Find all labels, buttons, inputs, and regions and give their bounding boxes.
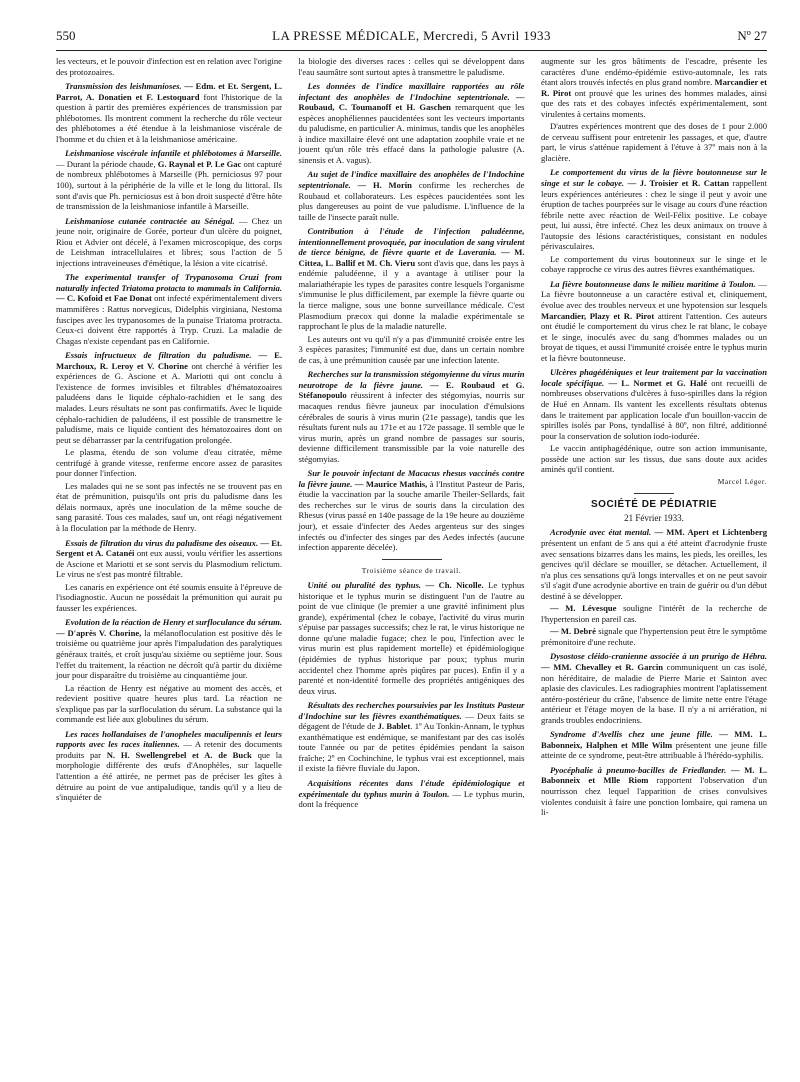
abstract-title: Essais de filtration du virus du paludisme des oiseaux. xyxy=(65,537,259,548)
abstract-authors: — MM. L. Babonneix, Halphen et Mlle Wilm xyxy=(541,729,767,750)
abstract-authors: — M. Cittea, L. Ballif et M. Ch. Vieru xyxy=(298,247,525,268)
abstract-text: présentent un enfant de 5 ans qui a été atteint d'acrodynie fruste avec sensations bizarres dans les mains, les pieds, les oreilles, les gencives qu'il déclare se mouiller, se détacher. Actuellement, il n'a plus ces sensations qu'à longs intervalles et on ne peut savoir s'il s'agit d'une acrodynie abortive en train de guérir ou d'un début destiné à se développer. xyxy=(541,537,767,601)
text-columns xyxy=(56,56,767,820)
discussant: — M. Debré xyxy=(550,626,596,637)
discussion-text: souligne l'intérêt de la recherche de l'hypertension en pareil cas. xyxy=(541,603,767,624)
abstract-authors: — D'après V. Chorine, xyxy=(56,627,142,638)
page-header xyxy=(56,28,767,48)
abstract-authors: — J. Troisier et R. Cattan xyxy=(624,178,730,189)
session-heading: Troisième séance de travail. xyxy=(361,565,462,575)
separator-rule xyxy=(634,493,674,494)
abstract-instituts-pasteur xyxy=(299,700,525,774)
abstract-typhus xyxy=(299,580,525,696)
session-date: 21 Février 1933. xyxy=(624,512,684,523)
paragraph: Les auteurs ont vu qu'il n'y a pas d'immunité croisée entre les 3 espèces parasites; l'immunité est due, dans un certain nombre de cas, à une prémunition causée par une infection latente. xyxy=(298,333,525,365)
abstract-text: . 1º Au Tonkin-Annam, le typhus exanthématique est endémique, se manifestant par des cas isolés toute l'année ou par de petites épidémies pendant la saison fraîche; 2º en Cochinchine, le typhus vrai est exceptionnel, mais il existe la fièvre fluviale du Japon. xyxy=(298,721,525,774)
abstract-authors: J. Bablet xyxy=(377,721,411,732)
abstract-text: Le typhus historique et le typhus murin se distinguent l'un de l'autre au point de vue clinique (le premier a une gravité infiniment plus grande), expérimental (chez le cobaye, l'activité du virus murin s'épuise par passages successifs; chez le rat, le virus historique ne donne qu'une maladie fugace; chez le pou, l'infection avec le virus murin est plus rapidement mortelle) et épidémiologique (épidémies de typhus historique par poux; typhus murin accidentel chez l'homme après piqûres par puces). Enfin il y a parenté et non-identité formelle des propriétés antigéniques des deux virus. xyxy=(298,580,525,696)
abstract-text: réussirent à infecter des stégomyias, nourris sur macaques rendus fièvre jauneux par inoculation d'émulsions cérébrales de souris à virus murin (21e passage), tandis que les résultats furent nuls au 171e et au 172e passage. Il semble que le virus murin, après un grand nombre de passages sur souris, devienne difficilement transmissible par la voie naturelle des stégomyias. xyxy=(298,390,525,464)
abstract-title: Acrodynie avec état mental. xyxy=(550,527,652,538)
abstract-title: Recherches sur la transmission stégomyienne du virus murin neurotrope de la fièvre jaune. xyxy=(298,369,525,390)
abstract-title: Ulcères phagédéniques et leur traitement par la vaccination locale spécifique. xyxy=(541,367,767,388)
abstract-authors: — E. Roubaud et G. Stéfanopoulo xyxy=(298,379,525,401)
abstract-title: The experimental transfer of Trypanosoma Cruzi from naturally infected Triatoma protacta to mammals in California. xyxy=(56,272,282,293)
abstract-title: Le comportement du virus de la fièvre boutonneuse sur le singe et sur le cobaye. xyxy=(541,167,767,189)
abstract-title: Leishmaniose viscérale infantile et phlébotomes à Marseille. xyxy=(65,148,282,159)
abstract-paludisme-oiseaux xyxy=(56,538,282,580)
issue-number: Nº 27 xyxy=(737,28,767,43)
paragraph-text: ont prouvé que les urines des hommes malades, ainsi que des rats et des cobayes infectés expérimentalement, sont virulentes à certains moments. xyxy=(541,87,768,119)
abstract-title: Sur le pouvoir infectant de Macacus rhesus vaccinés contre la fièvre jaune. xyxy=(298,468,525,489)
paragraph: Les canaris en expérience ont été soumis ensuite à l'épreuve de l'isodiagnostic. Aucun ne possédait la prémunition qui aurait pu fausser les expériences. xyxy=(56,581,282,613)
discussant: — M. Lévesque xyxy=(550,603,617,614)
abstract-title: Les races hollandaises de l'anopheles maculipennis et leurs rapports avec les races italiennes. xyxy=(56,728,282,750)
abstract-authors: Marcandier et R. Pirot xyxy=(541,77,767,98)
paragraph: Le vaccin antiphagédénique, outre son action immunisante, possède une action sur les tissus, due sans doute aux acides aminés qu'il contient. xyxy=(541,443,767,475)
paragraph: Le plasma, étendu de son volume d'eau citratée, même centrifugé à grande vitesse, renferme encore assez de parasites pour donner l'infection. xyxy=(56,447,282,479)
abstract-leishmaniose-marseille xyxy=(56,148,282,211)
abstract-title: Essais infructueux de filtration du paludisme. xyxy=(65,350,252,361)
abstract-text: que la morphologie différente des œufs d'Anophèles, sur laquelle l'attention a été attirée, ne permet pas de préciser les gîtes à détruire au point de vue antipaludique, tandis qu'il y a lieu de s'inquiéter de xyxy=(56,749,282,803)
abstract-authors: — Maurice Mathis, xyxy=(352,478,428,489)
abstract-authors: — M. L. Babonneix et Mlle Riom xyxy=(541,764,767,786)
abstract-trypanosoma xyxy=(56,272,282,346)
journal-title: LA PRESSE MÉDICALE, Mercredi, 5 Avril 1933 xyxy=(272,28,551,43)
abstract-dysostose xyxy=(541,651,767,725)
abstract-text: confirme les recherches de Roubaud et collaborateurs. Les espèces paucidentées sont les plus dangereuses au point de vue paludisme. L'influence de la taille de l'insecte paraît nulle. xyxy=(298,180,525,222)
abstract-text: ont capturé de nombreux phlébotomes à Marseille (Ph. perniciosus 97 pour 100), surtout à la périphérie de la ville et le long du littoral. Ils sont d'avis que Ph. perniciosus est à bon droit suspecté d'être hôte de transmission de la leishmaniose infantile à Marseille. xyxy=(56,158,282,212)
page-number: 550 xyxy=(56,28,76,43)
abstract-title: Evolution de la réaction de Henry et surfloculance du sérum. xyxy=(65,617,282,628)
abstract-indice-morin xyxy=(299,169,525,222)
paragraph xyxy=(541,56,767,119)
abstract-authors: — Roubaud, C. Toumanoff et H. Gaschen xyxy=(298,91,525,113)
paragraph: La réaction de Henry est négative au moment des accès, et redevient positive quatre heures plus tard. La réaction ne s'explique pas par la surfloculation du sérum. La substance qui la commande est liée aux globulines du sérum. xyxy=(56,682,282,725)
abstract-authors: G. Raynal et P. Le Gac xyxy=(157,158,242,169)
abstract-text: rapportent l'observation d'un nourrisson chez lequel l'apparition de crises convulsives violentes conduisit à faire une ponction lombaire, qui ramena un li- xyxy=(541,775,767,818)
abstract-title: Syndrome d'Avellis chez une jeune fille. xyxy=(550,729,713,740)
column-2 xyxy=(299,56,525,820)
paragraph: Le comportement du virus boutonneux sur le singe et le cobaye rapproche ce virus des autres fièvres exanthématiques. xyxy=(541,253,767,275)
society-heading: SOCIÉTÉ DE PÉDIATRIE xyxy=(591,499,717,511)
abstract-text: la mélanofloculation est positive dès le troisième ou quatrième jour après l'impaludation des paralytiques généraux traités, et croît jusqu'au sixième ou septième jour. Sous l'effet du traitement, la réaction ne décroît qu'à partir du dixième jour pour disparaître du troisième au cinquantième jour. xyxy=(56,627,282,681)
abstract-authors: — L. Normet et G. Halé xyxy=(604,377,708,388)
paragraph: D'autres expériences montrent que des doses de 1 pour 2.000 de cerveau suffisent pour entretenir les passages, et que, d'autre part, le virus s'atténue rapidement à l'étuve à 37º mais non à la glacière. xyxy=(541,121,767,163)
paragraph: les vecteurs, et le pouvoir d'infection est en relation avec l'origine des protozoaires. xyxy=(56,56,282,77)
discussion-text: signale que l'hypertension peut être le symptôme prémonitoire d'une rechute. xyxy=(541,626,767,647)
paragraph: la biologie des diverses races : celles qui se développent dans l'eau saumâtre sont surtout aptes à transmettre le paludisme. xyxy=(298,56,525,77)
abstract-text: — Le typhus murin, dont la fréquence xyxy=(298,788,525,810)
abstract-text: — Chez un jeune noir, originaire de Gorée, porteur d'un ulcère du poignet, Riou et Advier ont décelé, à l'examen microscopique, des corps de Leishman intracellulaires et libres; sous l'action de 5 injections intraveineuses d'émétique, la lésion a vite cicatrisé. xyxy=(56,215,283,268)
abstract-title: Résultats des recherches poursuivies par les Instituts Pasteur d'Indochine sur les fièvres exanthématiques. xyxy=(298,700,525,721)
abstract-text: à l'Institut Pasteur de Paris, étudie la vaccination par la souche amarile Theiler-Sellards, fait des recherches sur le virus de souris dans la circulation des Rhesus (virus passé en 140e passage de la 19e heure au douzième jour), et essaie d'infecter des Aedes argenteus sur des singes infectés ou d'infecter des singes par des Aedes infectés (aucune infection apparente décelée). xyxy=(298,478,525,553)
abstract-title: Contribution à l'étude de l'infection paludéenne, intentionnellement provoquée, par inoculation de sang virulent de tierce bénigne, de fièvre quarte et de Laverania. xyxy=(298,226,525,258)
abstract-stegomyienne xyxy=(299,369,525,464)
abstract-title: Transmission des leishmanioses. xyxy=(65,81,182,92)
abstract-dash: — Deux faits se dégagent de l'étude de xyxy=(298,710,525,732)
paragraph: Les malades qui ne se sont pas infectés ne se trouvent pas en état de prémunition, puisqu'ils ont pris du paludisme dans les délais normaux, après une inoculation de la même souche de sang parasité. Tous ces malades, sauf un, ont réagi négativement à la floculation par la méthode de Henry. xyxy=(56,480,282,533)
abstract-acrodynie xyxy=(541,527,767,601)
abstract-macacus-rhesus xyxy=(299,468,525,552)
abstract-text: sont d'avis que, dans les pays à endémie paludéenne, il y a avantage à utiliser pour la malariathérapie les types de parasites contre lesquels l'organisme s'immunise le plus difficilement, par exemple la fièvre quarte ou la tierce maligne, sous une bonne surveillance médicale. C'est Plasmodium præcox qui donne la maladie expérimentale se rapprochant le plus de la maladie naturelle. xyxy=(298,257,525,332)
abstract-reaction-henry xyxy=(56,617,282,680)
abstract-text: attirent l'attention. Ces auteurs ont étudié le comportement du virus chez le rat blanc, le cobaye et le singe, inoculés avec du sang d'hommes malades ou un broyat de tiques, et aussi l'immunité croisée entre le typhus murin et la fièvre boutonneuse. xyxy=(541,310,767,363)
abstract-title: Unité ou pluralité des typhus. xyxy=(307,580,422,591)
abstract-text: rappellent leurs expériences antérieures : chez le singe il peut y avoir une éruption de taches pourprées sur le visage au cours d'une réaction fébrile nette avec réaction de Weil-Félix positive. Le cobaye peut, lui aussi, être infecté. Chez les deux animaux on trouve à l'autopsie des lésions caractéristiques, consistant en nodules périvasculaires. xyxy=(541,178,767,252)
abstract-typhus-toulon xyxy=(299,778,525,810)
abstract-authors: — MM. Chevalley et R. Garcin xyxy=(541,661,664,672)
abstract-title: Au sujet de l'indice maxillaire des anophèles de l'Indochine septentrionale. xyxy=(298,169,525,191)
abstract-text: ont infecté expérimentalement divers mammifères : Rattus norvegicus, Didelphis virginiana, Nestoma fuscipes avec les trypanosomes de la punaise Triatoma protracta. Ceux-ci doivent être rapportés à Tryp. Cruzi. La maladie de Chagas n'existe cependant pas en Californie. xyxy=(56,293,282,346)
abstract-title: Les données de l'indice maxillaire rapportées au rôle infectant des anophèles de l'Indochine septentrionale. xyxy=(298,81,525,102)
separator-rule xyxy=(382,559,442,560)
paragraph-text: augmente sur les gros bâtiments de l'escadre, présente les caractères d'une endémo-épidémie estivo-automnale, les rats étant alors trouvés infectés en plus grand nombre. xyxy=(541,56,767,88)
abstract-leishmanioses xyxy=(56,81,282,144)
abstract-authors: — C. Kofoid et Fae Donat xyxy=(56,293,152,304)
abstract-authors: — Edm. et Et. Sergent, L. Parrot, A. Donatien et F. Lestoquard xyxy=(56,81,282,102)
abstract-text: ont cherché à vérifier les expériences de G. Ascione et A. Mariotti qui ont conclu à l'existence de formes invisibles et filtrables d'hématozoaires paludéens dans le liquide céphalo-rachidien et le sang des malades. Leurs résultats ne sont pas confirmatifs. Avec le liquide céphalo-rachidien de paludéens, il est possible de transmettre le paludisme, mais ce liquide contient des hématozoaires dont on peut se débarrasser par la centrifugation prolongée. xyxy=(56,360,282,445)
abstract-dash: — La fièvre boutonneuse a un caractère estival et, cliniquement, évolue avec des troubles nerveux et une hypotension sur lesquels xyxy=(541,278,767,311)
abstract-authors: — Et. Sergent et A. Catanéi xyxy=(56,537,282,559)
abstract-fievre-boutonneuse-singe xyxy=(541,167,767,251)
abstract-text: ont eux aussi, voulu vérifier les assertions de Ascione et Mariotti et se sont servis du Plasmodium relictum. Le virus ne s'est pas montré filtrable. xyxy=(56,548,282,580)
column-1 xyxy=(56,56,282,820)
abstract-fievre-boutonneuse-toulon xyxy=(541,279,767,363)
abstract-text: ont recueilli de nombreuses observations d'ulcères à fuso-spirilles dans la région de Hué en Annam. Ils vantent les excellents résultats obtenus dans le traitement par application locale d'un bouillon-vaccin de spirilles isolés par Pons, tyndallisé à 80º, non filtré, additionné pour la conservation de solution iodo-iodurée. xyxy=(541,377,768,441)
abstract-races-hollandaises xyxy=(56,729,282,803)
abstract-authors: — Ch. Nicolle. xyxy=(421,580,484,591)
discussion-paragraph xyxy=(541,603,767,624)
author-signature: Marcel Léger. xyxy=(717,476,767,486)
abstract-dash: — Durant la période chaude, xyxy=(56,158,158,169)
column-3 xyxy=(541,56,767,820)
abstract-text: font l'historique de la question à partir des premières expériences de transmission par phlébotomes. Ils montrent comment la recherche du rôle vecteur des phlébotomes a été étendue à la leishmaniose viscérale de l'homme et du chien et à la leishmaniose américaine. xyxy=(56,91,282,144)
abstract-ulceres-phagedeniques xyxy=(541,367,767,441)
abstract-avellis xyxy=(541,729,767,761)
abstract-pyocephalie xyxy=(541,765,767,818)
abstract-title: La fièvre boutonneuse dans le milieu maritime à Toulon. xyxy=(550,278,756,289)
abstract-text: remarquent que les espèces anophéliennes paucidentées sont les vecteurs importants du paludisme, en particulier A. minimus, tandis que les anophèles à indice maxillaire élevé ont une adaptation zoophile vraie et ne jouent qu'un rôle très effacé dans la pathologie palustre (A. sinensis et A. vagus). xyxy=(298,102,525,165)
abstract-authors: — H. Morin xyxy=(350,180,412,191)
abstract-leishmaniose-senegal xyxy=(56,216,282,269)
abstract-indice-maxillaire xyxy=(299,81,525,165)
abstract-infection-paludeenne xyxy=(299,226,525,331)
abstract-authors: Marcandier, Plazy et R. Pirot xyxy=(541,310,655,321)
abstract-title: Pyocéphalie à pneumo-bacilles de Friedlander. xyxy=(550,764,727,775)
abstract-filtration-paludisme xyxy=(56,350,282,445)
abstract-text: présentent une jeune fille atteinte de ce syndrome, peut-être attribuable à l'hérédo-syphilis. xyxy=(541,739,767,761)
header-rule xyxy=(56,50,767,51)
discussion-paragraph xyxy=(541,626,767,647)
abstract-authors: N. H. Swellengrebel et A. de Buck xyxy=(106,749,252,760)
abstract-title: Leishmaniose cutanée contractée au Sénégal. xyxy=(65,215,235,226)
abstract-title: Acquisitions récentes dans l'étude épidémiologique et expérimentale du typhus murin à Toulon. xyxy=(298,778,525,799)
abstract-authors: — E. Marchoux, R. Leroy et V. Chorine xyxy=(56,350,282,371)
abstract-text: communiquent un cas isolé, non héréditaire, de maladie de Pierre Marie et Sainton avec aplasie des clavicules. Les radiographies montrent l'aplatissement antéro-postérieur du crâne, l'absence de limite nette entre l'étage antérieur et l'étage moyen de la base. Il n'y a ni arriération, ni grands troubles endocriniens. xyxy=(541,661,767,725)
abstract-title: Dysostose cléido-cranienne associée à un prurigo de Hébra. xyxy=(550,651,767,662)
abstract-dash: — A retenir des documents produits par xyxy=(56,739,282,760)
abstract-authors: — MM. Apert et Lichtenberg xyxy=(651,527,767,538)
